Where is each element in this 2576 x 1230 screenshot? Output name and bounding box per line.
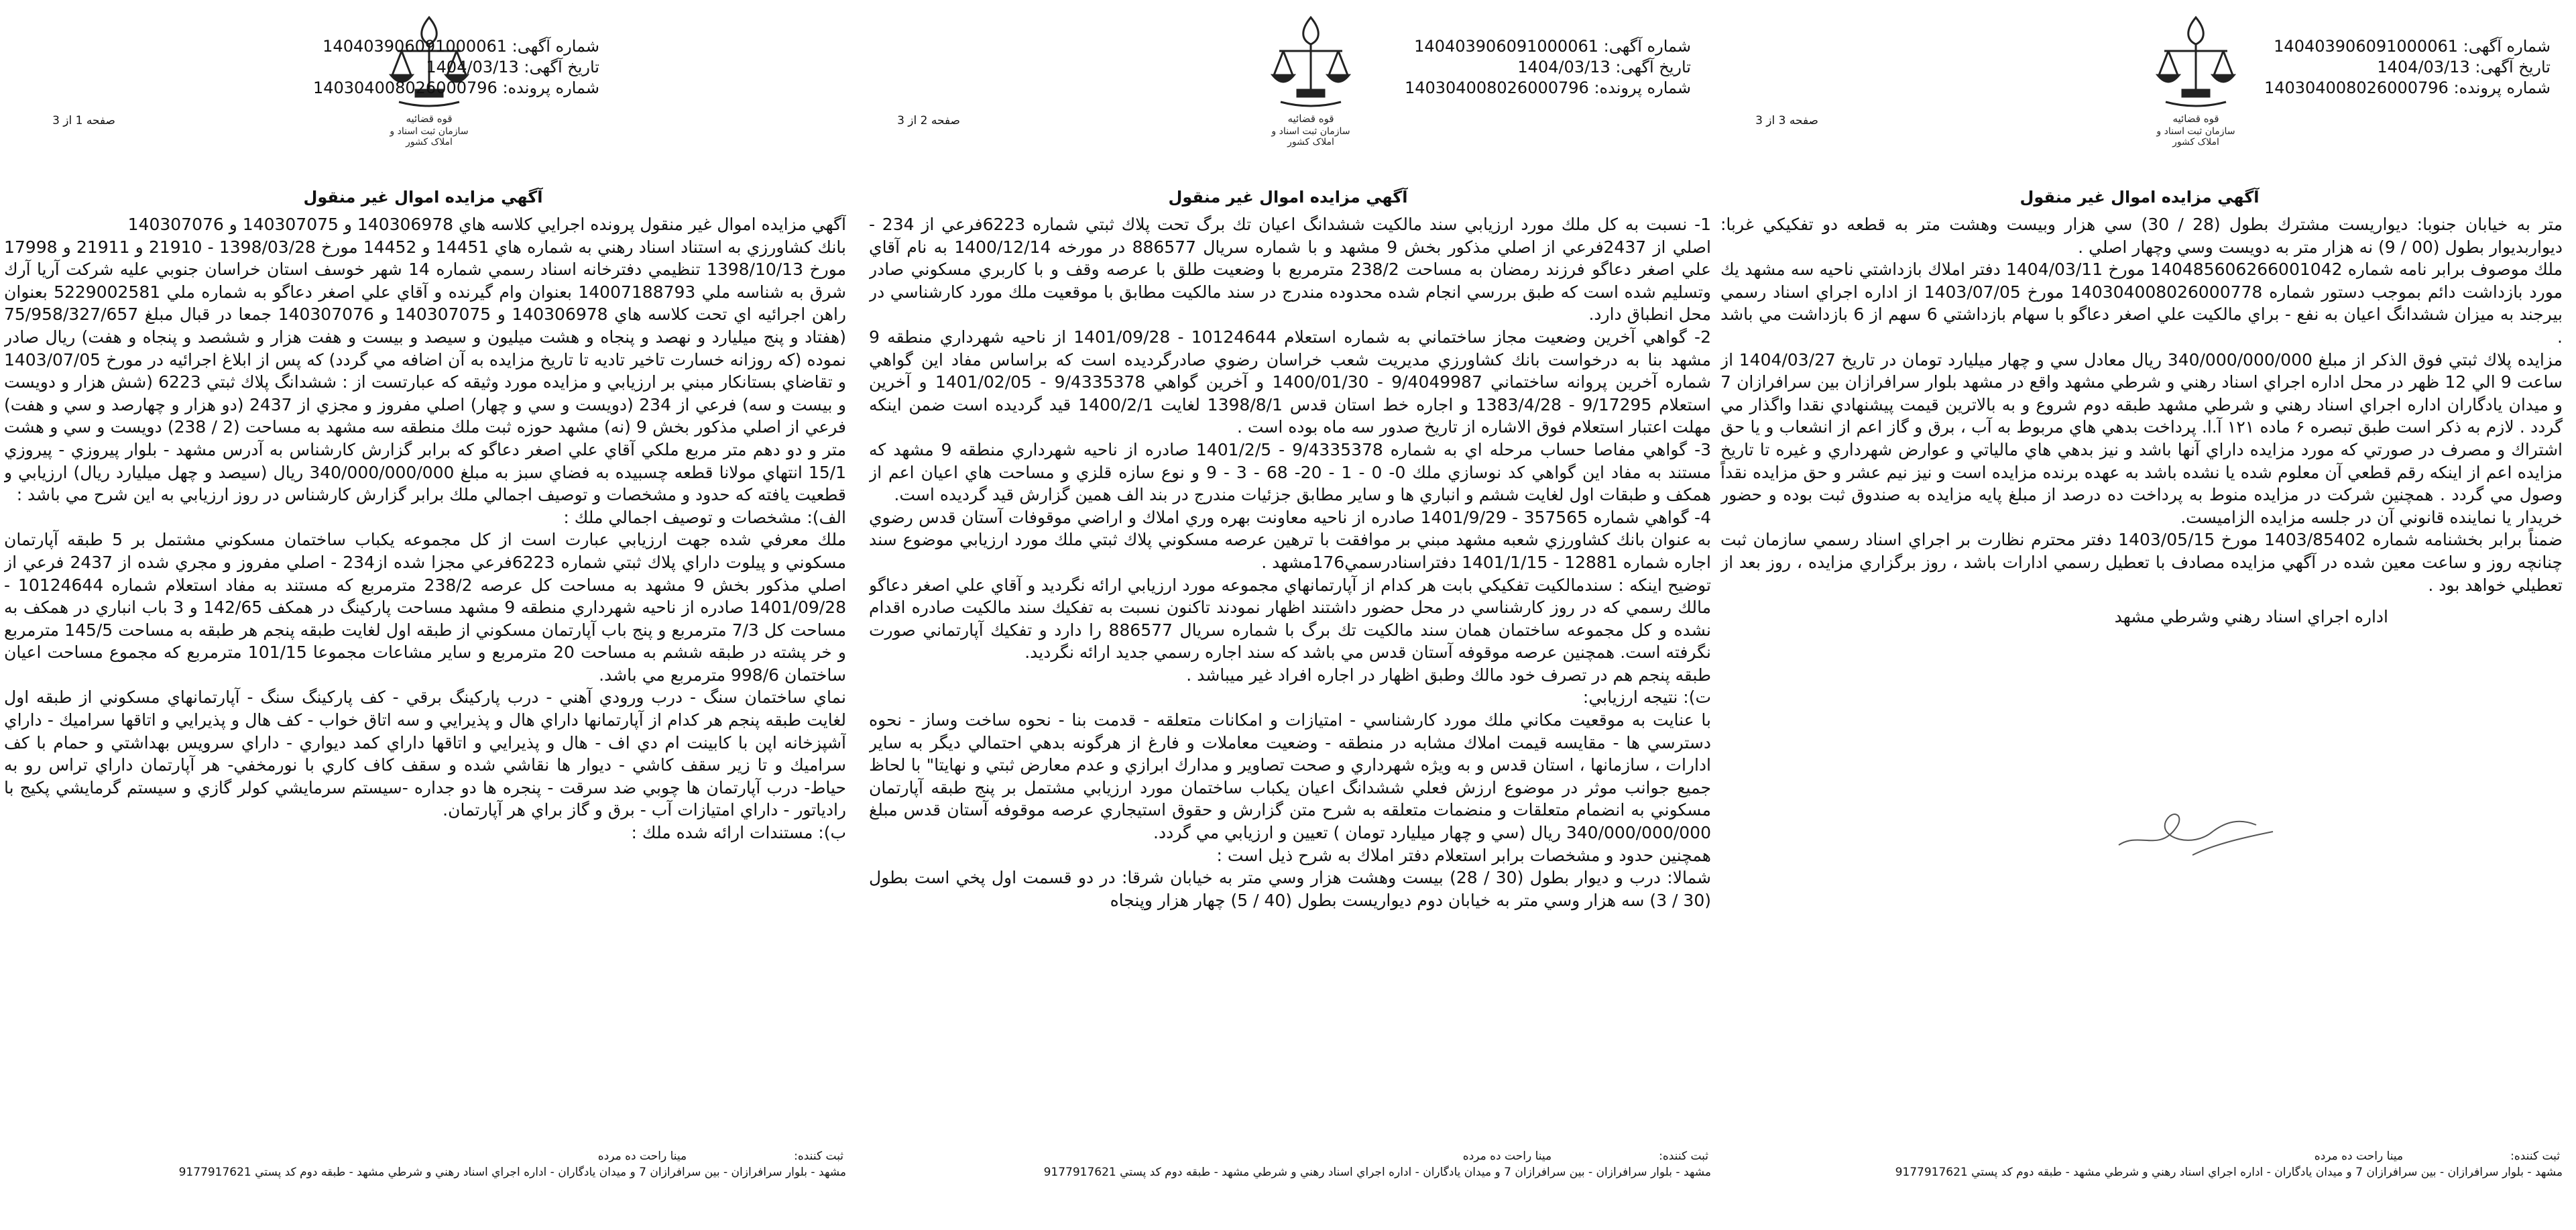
registrar-name: مينا راحت ده مرده: [2314, 1150, 2404, 1163]
body-paragraph: ملك معرفي شده جهت ارزيابي عبارت است از كل مجموعه يكباب ساختمان مسكوني مشتمل بر 5 طبقه آپارتمان مسكوني و پيلوت داراي پلاك ثبتي شماره 6223فرعي مجزا شده از234 - اصلي مفروز و مجري شده از 2437 فرعي از اصلي مذكور بخش 9 مشهد به مساحت كل عرصه 238/2 مترمربع كه مستند به مفاد استعلام شماره 10124644 - 1401/09/28 صادره از ناحيه شهرداري منطقه 9 مشهد مساحت پاركينگ در همكف 142/65 و 3 باب انباري در همكف به مساحت كل 7/3 مترمربع و پنج باب آپارتمان مسكوني از طبقه اول لغايت طبقه پنجم هر طبقه به مساحت 145/5 مترمربع و خر پشته در طبقه ششم به مساحت 20 مترمربع و ساير مشاعات مجموعا 101/15 مترمربع كه مجموع مساحت اعيان ساختمان 998/6 مترمربع مي باشد.: [4, 530, 846, 685]
page-header: [1716, 0, 2563, 168]
body-paragraph: مزايده پلاك ثبتي فوق الذكر از مبلغ 340/000/000/000 ريال معادل سي و چهار ميليارد تومان در تاريخ 1404/03/27 از ساعت 9 الي 12 ظهر در محل اداره اجراي اسناد رهني و شرطي مشهد واقع در مشهد بلوار سرافرازان بين سرافرازان 7 و ميدان يادگاران اداره اجراي اسناد رهني و شرطي مشهد طبقه دوم شروع و به بالاترين قيمت پيشنهادي نقدا واگذار مي گردد . لازم به ذكر است طبق تبصره ۶ ماده ۱۲۱ آ.ا. پرداخت بدهي هاي مربوط به آب ، برق و گاز اعم از انشعاب و يا حق اشتراك و مصرف در صورتي كه مورد مزايده داراي آنها باشد و نيز بدهي هاي مالياتي و عوارض شهرداري و غيره تا تاريخ مزايده اعم از اينكه رقم قطعي آن معلوم شده يا نشده باشد به عهده برنده مزايده است و نيز نيم عشر و حق مزايده نقداً وصول مي گردد . همچنين شركت در مزايده منوط به پرداخت ده درصد از مبلغ پايه مزايده به صندوق ثبت بوده و حضور خريدار يا نماينده قانوني آن در جلسه مزايده الزاميست.: [1720, 349, 2563, 527]
body-paragraph: متر به خيابان جنوبا: ديواريست مشترك بطول (28 / 30) سي هزار وبيست وهشت متر به قطعه دو تفكيكي غربا: ديواربديوار بطول (00 / 9) نه هزار متر به دويست وسي وچهار اصلي .: [1720, 215, 2563, 257]
file-number: 140304008026000796: [1404, 78, 1589, 97]
notice-metadata: [313, 36, 599, 99]
registration-org-name: سازمان ثبت اسناد و املاک کشور: [390, 126, 469, 148]
body-paragraph: 1- نسبت به كل ملك مورد ارزيابي سند مالكيت ششدانگ اعيان تك برگ تحت پلاك ثبتي شماره 6223فرعي از 234 - اصلي از 2437فرعي از اصلي مذكور بخش 9 مشهد و با شماره سريال 886577 در مورخه 1400/12/14 به نام آقاي علي اصغر دعاگو فرزند رمضان به مساحت 238/2 مترمربع با وضعيت طلق با عرصه وقف و با كاربري مسكوني صادر وتسليم شده است كه طبق بررسي انجام شده محدوده مندرج در سند مالكيت مطابق با موقعيت ملك مورد كارشناسي در محل انطباق دارد.: [869, 215, 1711, 325]
registrar-name: مينا راحت ده مرده: [597, 1150, 687, 1163]
section-heading: الف): مشخصات و توصيف اجمالي ملك :: [563, 507, 846, 527]
notice-metadata: [1405, 36, 1691, 99]
notice-number: 140403906091000061: [2274, 37, 2459, 56]
body-paragraph: توضيح اينكه : سندمالكيت تفكيكي بابت هر كدام از آپارتمانهاي مجموعه مورد ارزيابي ارائه نگرديد و آقاي علي اصغر دعاگو مالك رسمي كه در روز كارشناسي در محل حضور داشتند اظهار نمودند تاكنون نسبت به تفكيك سند مالكيت صادره اقدام نشده و كل مجموعه ساختمان همان سند مالكيت تك برگ با شماره سريال 886577 را دارد و تفكيك آپارتماني صورت نگرفته است. همچنين عرصه موقوفه آستان قدس مي باشد كه سند اجاره رسمي جديد ارائه نگرديد.: [869, 575, 1711, 663]
office-address: مشهد - بلوار سرافرازان - بين سرافرازان 7 و ميدان يادگاران - اداره اجراي اسناد رهني و شرطي مشهد - طبقه دوم كد پستي 9177917621: [1043, 1166, 1711, 1179]
section-heading: ب): مستندات ارائه شده ملك :: [631, 823, 846, 843]
body-paragraph: 3- گواهي مفاصا حساب مرحله اي به شماره 9/4335378 - 1401/2/5 صادره از ناحيه شهرداري منطقه 9 مشهد كه مستند به مفاد اين گواهي كد نوسازي ملك 0- 0 - 1 - 20- 68 - 3 - 9 و نوع سازه قلزي و مساحت هاي اعيان اعم از همكف و طبقات اول لغايت ششم و انباري ها و ساير مطابق جزئيات مندرج در بند الف همين گزارش قيد گرديده است.: [869, 439, 1711, 505]
registrar-label: ثبت كننده:: [1659, 1150, 1708, 1163]
judiciary-name: قوه قضائیه: [406, 113, 453, 125]
page-number: صفحه 3 از 3: [1755, 114, 1818, 127]
notice-date-label: تاریخ آگهی:: [1615, 58, 1691, 76]
body-paragraph: 2- گواهي آخرين وضعيت مجاز ساختماني به شماره استعلام 10124644 - 1401/09/28 از ناحيه شهرداري منطقه 9 مشهد بنا به درخواست بانك كشاورزي مديريت شعب خراسان رضوي صادرگرديده است كه براساس مفاد اين گواهي شماره آخرين پروانه ساختماني 9/4049987 - 1400/01/30 و آخرين گواهي 9/4335378 - 1401/02/05 و آخرين استعلام 9/17295 - 1383/4/28 و اجاره خط استان قدس 1398/8/1 لغايت 1400/2/1 قيد گرديده است ضمن اينكه مهلت اعتبار استعلام فوق الاشاره از تاريخ صدور سه ماه بوده است .: [869, 327, 1711, 437]
notice-date: 1404/03/13: [1517, 58, 1611, 76]
notice-number: 140403906091000061: [323, 37, 508, 56]
scales-of-justice-icon: [2146, 9, 2246, 110]
notice-title: آگهي مزايده اموال غير منقول: [1168, 188, 1408, 207]
judiciary-name: قوه قضائیه: [1287, 113, 1334, 125]
body-paragraph: آگهي مزايده اموال غير منقول پرونده اجرايي كلاسه هاي 140306978 و 140307075 و 140307076: [127, 215, 846, 234]
body-paragraph: همچنين حدود و مشخصات برابر استعلام دفتر املاك به شرح ذيل است :: [1216, 845, 1711, 865]
notice-metadata: [2264, 36, 2551, 99]
judiciary-name: قوه قضائیه: [2172, 113, 2219, 125]
body-paragraph: با عنايت به موقعيت مكاني ملك مورد كارشناسي - امتيازات و امكانات متعلقه - قدمت بنا - نحوه ساخت وساز - نحوه دسترسي ها - مقايسه قيمت املاك مشابه در منطقه - وضعيت معاملات و فارغ از هرگونه بدهي احتمالي ديگر به ساير ادارات ، سازمانها ، استان قدس و به ويژه شهرداري و صحت تصاوير و مدارك ابرازي و عدم معارض ثبتي و نهايتا" با لحاظ جميع جوانب موثر در موضوع ارزش فعلي ششدانگ اعيان يكباب ساختمان مورد ارزيابي مشتمل بر پنج طبقه آپارتمان مسكوني به انضمام متعلقات و منضمات متعلقه به شرح متن گزارش و حقوق استيجاري عرصه موقوفه آستان قدس مبلغ 340/000/000/000 ريال (سي و چهار ميليارد تومان ) تعيين و ارزيابي مي گردد.: [869, 710, 1711, 843]
notice-page-3: [1716, 0, 2563, 1230]
page-footer: [865, 1148, 1711, 1180]
page-footer: [0, 1148, 846, 1180]
notice-title: آگهي مزايده اموال غير منقول: [303, 188, 543, 207]
section-heading: ت): نتيجه ارزيابي:: [1582, 687, 1711, 708]
notice-number-label: شماره آگهی:: [512, 37, 599, 56]
notice-date-label: تاریخ آگهی:: [2475, 58, 2551, 76]
notice-date-label: تاریخ آگهی:: [524, 58, 599, 76]
body-paragraph: شمالا: درب و ديوار بطول (30 / 28) بيست وهشت هزار وسي متر به خيابان شرقا: در دو قسمت اول پخي است بطول (30 / 3) سه هزار وسي متر به خيابان دوم ديواريست بطول (40 / 5) چهار هزار وپنجاه: [869, 868, 1711, 910]
page-footer: [1716, 1148, 2563, 1180]
office-address: مشهد - بلوار سرافرازان - بين سرافرازان 7 و ميدان يادگاران - اداره اجراي اسناد رهني و شرطي مشهد - طبقه دوم كد پستي 9177917621: [1895, 1166, 2563, 1179]
notice-date: 1404/03/13: [426, 58, 519, 76]
notice-page-1: [0, 0, 846, 1230]
judiciary-emblem: [2146, 9, 2246, 148]
registration-org-name: سازمان ثبت اسناد و املاک کشور: [2156, 126, 2235, 148]
judiciary-emblem: [1261, 9, 1361, 148]
notice-body: [869, 213, 1711, 1139]
office-address: مشهد - بلوار سرافرازان - بين سرافرازان 7 و ميدان يادگاران - اداره اجراي اسناد رهني و شرطي مشهد - طبقه دوم كد پستي 9177917621: [178, 1166, 846, 1179]
notice-date: 1404/03/13: [2377, 58, 2470, 76]
notice-body: [4, 213, 846, 1139]
page-header: [0, 0, 846, 168]
file-number-label: شماره پرونده:: [2453, 78, 2551, 97]
body-paragraph: 4- گواهي شماره 357565 - 1401/9/29 صادره از ناحيه معاونت بهره وري املاك و اراضي موقوفات آستان قدس رضوي به عنوان بانك كشاورزي شعبه مشهد مبني بر موافقت با ترهين عرصه مسكوني پلاك ثبتي ملك مورد ارزيابي موضوع سند اجاره شماره 12881 - 1401/1/15 دفتراسنادرسمي176مشهد .: [869, 507, 1711, 572]
page-header: [865, 0, 1711, 168]
registrar-name: مينا راحت ده مرده: [1462, 1150, 1552, 1163]
file-number: 140304008026000796: [2264, 78, 2449, 97]
registrar-label: ثبت كننده:: [794, 1150, 843, 1163]
file-number-label: شماره پرونده:: [502, 78, 599, 97]
page-number: صفحه 2 از 3: [897, 114, 960, 127]
body-paragraph: نماي ساختمان سنگ - درب ورودي آهني - درب پاركينگ برقي - كف پاركينگ سنگ - آپارتمانهاي مسكوني از طبقه اول لغايت طبقه پنجم هر كدام از آپارتمانها داراي هال و پذيرايي و سه اتاق خواب - كف هال و پذيرايي و اتاقها سراميك - داراي آشپزخانه اپن با كابينت ام دي اف - هال و پذيرايي و اتاقها داراي كمد ديواري - داراي سرويس بهداشتي و حمام با كف سراميك و تا زير سقف كاشي - ديوار ها نقاشي شده و سقف كاف كاري با نورمخفي- هر آپارتمان داراي تراس رو به حياط- درب آپارتمان ها چوبي ضد سرقت - پنجره ها دو جداره -سيستم سرمايشي كولر گازي و سيستم گرمايشي پكيج با رادياتور - داراي امتيازات آب - برق و گاز براي هر آپارتمان.: [4, 687, 846, 820]
file-number-label: شماره پرونده:: [1594, 78, 1691, 97]
page-number: صفحه 1 از 3: [52, 114, 115, 127]
handwritten-signature: [2112, 791, 2280, 865]
body-paragraph: ملك موصوف برابر نامه شماره 140485606266001042 مورخ 1404/03/11 دفتر املاك بازداشتي ناحيه سه مشهد يك مورد بازداشت دائم بموجب دستور شماره 140304008026000778 مورخ 1403/07/05 از اداره اجراي اسناد رسمي بيرجند به ميزان ششدانگ اعيان به نفع - براي مالكيت علي اصغر دعاگو با سهام بازداشتي 6 سهم از 6 بازداشت مي باشد .: [1720, 260, 2563, 347]
notice-title: آگهي مزايده اموال غير منقول: [2019, 188, 2260, 207]
body-paragraph: طبقه پنجم هم در تصرف خود مالك وطبق اظهار در اجاره افراد غير ميباشد .: [1186, 665, 1711, 685]
registrar-label: ثبت كننده:: [2510, 1150, 2560, 1163]
issuing-office: اداره اجراي اسناد رهني وشرطي مشهد: [2114, 607, 2388, 627]
scales-of-justice-icon: [1261, 9, 1361, 110]
body-paragraph: ضمناً برابر بخشنامه شماره 1403/85402 مورخ 1403/05/15 دفتر محترم نظارت بر اجراي اسناد رسمي سازمان ثبت چنانچه روز و ساعت معين شده در آگهي مزايده مصادف با تعطيل رسمي ادارات باشد ، روز برگزاري مزايده ، روز بعد از تعطيلي خواهد بود .: [1720, 530, 2563, 595]
notice-body: [1720, 213, 2563, 1139]
file-number: 140304008026000796: [312, 78, 497, 97]
body-paragraph: بانك كشاورزي به استناد اسناد رهني به شماره هاي 14451 و 14452 مورخ 1398/03/28 - 21910 و 21911 و 17998 مورخ 1398/10/13 تنظيمي دفترخانه اسناد رسمي شماره 14 شهر خوسف استان خراسان جنوبي عليه شركت آريا آرك شرق به شناسه ملي 14007188793 بعنوان وام گيرنده و آقاي علي اصغر دعاگو به شماره ملي 5229002581 بعنوان راهن اجرائيه اي تحت كلاسه هاي 140306978 و 140307075 و 140307076 جمعا در قبال مبلغ 75/958/327/657 (هفتاد و پنج ميليارد و نهصد و پنجاه و هشت ميليون و سيصد و بيست و هفت هزار و ششصد و پنجاه و هفت) ريال صادر نموده (كه روزانه خسارت تاخير تاديه تا تاريخ مزايده به آن اضافه مي گردد) كه پس از ابلاغ اجرائيه در مورخ 1403/07/05 و تقاضاي بستانكار مبني بر ارزيابي و مزايده مورد وثيقه كه عبارتست از : ششدانگ پلاك ثبتي 6223 (شش هزار و دويست و بيست و سه) فرعي از 234 (دويست و سي و چهار) اصلي مفروز و مجزي از 2437 (دو هزار و چهارصد و سي و هفت) فرعي از اصلي مذكور بخش 9 (نه) مشهد حوزه ثبت ملك منطقه سه مشهد به مساحت (2 / 238) دويست و سي و هشت متر و دو دهم متر مربع ملكي آقاي علي اصغر دعاگو كه برابر گزارش كارشناس به آدرس مشهد - بلوار پيروزي - پيروزي 15/1 انتهاي مولانا قطعه چسبيده به فضاي سبز به مبلغ 340/000/000/000 ريال (سيصد و چهل ميليارد ريال) ارزيابي و قطعيت يافته كه حدود و مشخصات و توصيف اجمالي ملك برابر گزارش كارشناس در روز ارزيابي به اين شرح مي باشد :: [4, 237, 846, 505]
registration-org-name: سازمان ثبت اسناد و املاک کشور: [1271, 126, 1350, 148]
notice-number-label: شماره آگهی:: [2463, 37, 2551, 56]
notice-page-2: [865, 0, 1711, 1230]
notice-number: 140403906091000061: [1414, 37, 1599, 56]
notice-number-label: شماره آگهی:: [1603, 37, 1691, 56]
